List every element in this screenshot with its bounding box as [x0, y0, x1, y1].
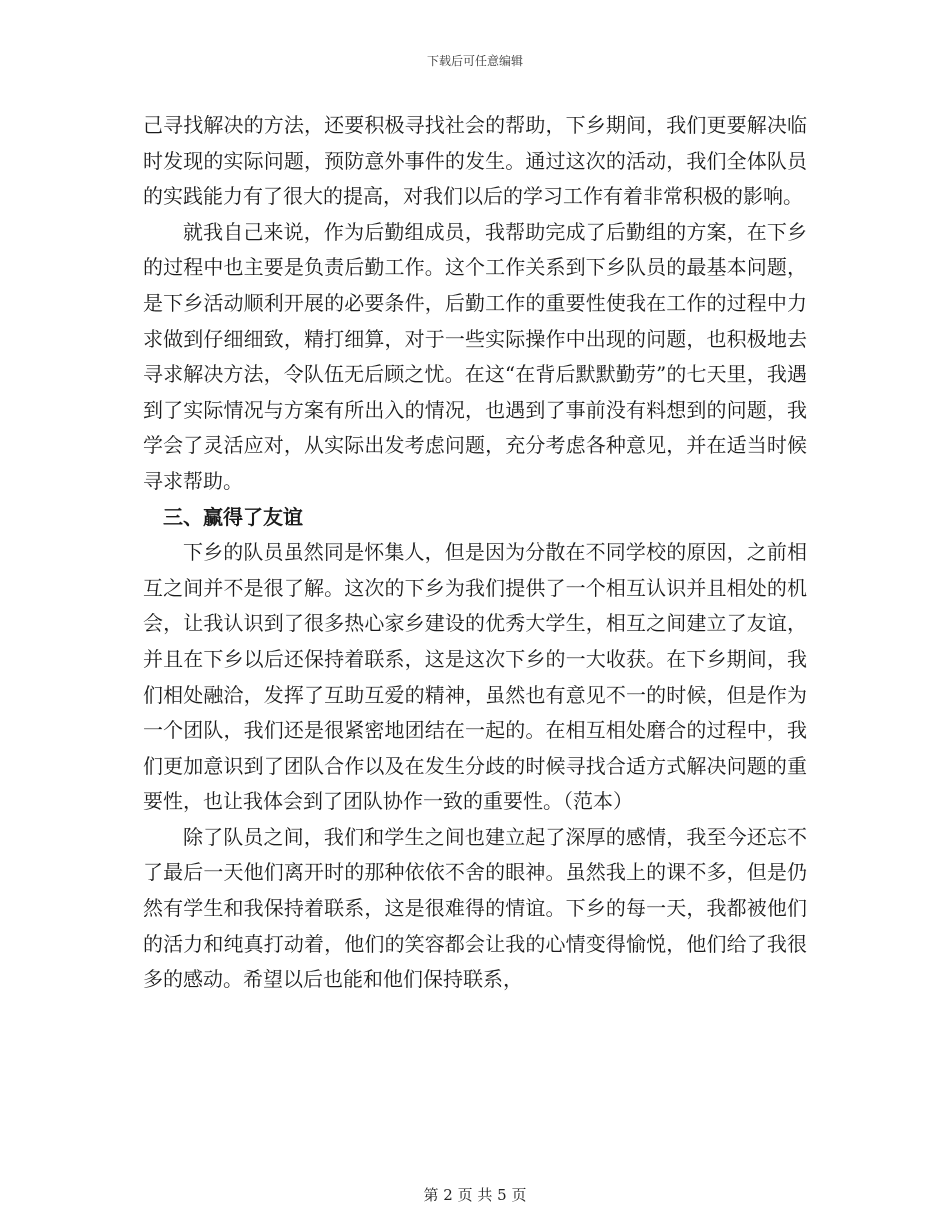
- paragraph-1: 己寻找解决的方法，还要积极寻找社会的帮助，下乡期间，我们更要解决临时发现的实际问题，预防意外事件的发生。通过这次的活动，我们全体队员的实践能力有了很大的提高，对我们以后的学习工作有着非常积极的影响。: [143, 113, 807, 209]
- document-body: [143, 108, 807, 998]
- page-footer: 第 2 页 共 5 页: [423, 1186, 527, 1204]
- paragraph-2: 就我自己来说，作为后勤组成员，我帮助完成了后勤组的方案，在下乡的过程中也主要是负责后勤工作。这个工作关系到下乡队员的最基本问题，是下乡活动顺利开展的必要条件，后勤工作的重要性使我在工作的过程中力求做到仔细细致，精打细算，对于一些实际操作中出现的问题，也积极地去寻求解决方法，令队伍无后顾之忧。在这“在背后默默勤劳”的七天里，我遇到了实际情况与方案有所出入的情况，也遇到了事前没有料想到的问题，我学会了灵活应对，从实际出发考虑问题，充分考虑各种意见，并在适当时候寻求帮助。: [143, 219, 807, 493]
- paragraph-4: 除了队员之间，我们和学生之间也建立起了深厚的感情，我至今还忘不了最后一天他们离开时的那种依依不舍的眼神。虽然我上的课不多，但是仍然有学生和我保持着联系，这是很难得的情谊。下乡的每一天，我都被他们的活力和纯真打动着，他们的笑容都会让我的心情变得愉悦，他们给了我很多的感动。希望以后也能和他们保持联系，: [143, 824, 807, 992]
- page-header: 下载后可任意编辑: [426, 54, 523, 68]
- section-heading-3: 三、赢得了友谊: [163, 504, 303, 529]
- paragraph-3: 下乡的队员虽然同是怀集人，但是因为分散在不同学校的原因，之前相互之间并不是很了解。这次的下乡为我们提供了一个相互认识并且相处的机会，让我认识到了很多热心家乡建设的优秀大学生，相互之间建立了友谊，并且在下乡以后还保持着联系，这是这次下乡的一大收获。在下乡期间，我们相处融洽，发挥了互助互爱的精神，虽然也有意见不一的时候，但是作为一个团队，我们还是很紧密地团结在一起的。在相互相处磨合的过程中，我们更加意识到了团队合作以及在发生分歧的时候寻找合适方式解决问题的重要性，也让我体会到了团队协作一致的重要性。（范本）: [143, 540, 807, 814]
